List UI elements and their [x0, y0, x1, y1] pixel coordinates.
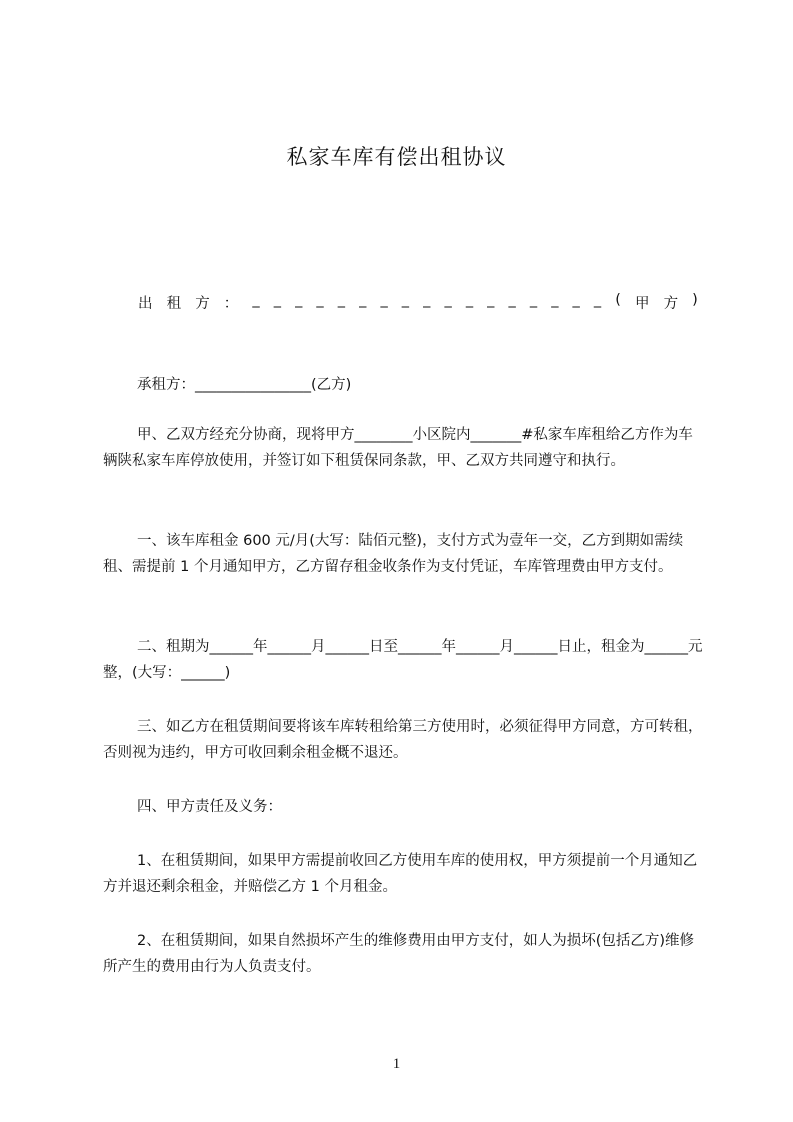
- lessor-line-char: _: [316, 292, 324, 308]
- clause-1-rent: 一、该车库租金 600 元/月(大写：陆佰元整)，支付方式为壹年一交，乙方到期如需续租、需提前 1 个月通知甲方，乙方留存租金收条作为支付凭证，车库管理费由甲方支付。: [103, 533, 684, 575]
- lessor-line-char: _: [487, 292, 495, 308]
- lessor-line-char: _: [551, 292, 559, 308]
- lessor-line-char: _: [380, 292, 388, 308]
- intro-paragraph: 甲、乙双方经充分协商，现将甲方________小区院内_______#私家车库租给乙方作为车辆陕私家车库停放使用，并签订如下租赁保同条款，甲、乙双方共同遵守和执行。: [103, 427, 693, 469]
- lessor-line-char: _: [252, 292, 260, 308]
- clause-4-item-1: 1、在租赁期间，如果甲方需提前收回乙方使用车库的使用权，甲方须提前一个月通知乙方并退还剩余租金，并赔偿乙方 1 个月租金。: [103, 853, 698, 895]
- clause-3-sublease: 三、如乙方在租赁期间要将该车库转租给第三方使用时，必须征得甲方同意，方可转租，否则视为违约，甲方可收回剩余租金概不退还。: [103, 719, 703, 761]
- lessor-line-char: _: [529, 292, 538, 308]
- clause-4-item-2: 2、在租赁期间，如果自然损坏产生的维修费用由甲方支付，如人为损坏(包括乙方)维修所产生的费用由行为人负责支付。: [103, 933, 695, 975]
- document-title: 私家车库有偿出租协议: [286, 145, 507, 169]
- lessor-line-char: _: [572, 292, 580, 308]
- lessor-line-char: _: [593, 292, 602, 308]
- lessor-line-char: ): [692, 292, 698, 308]
- lessor-line-char: _: [423, 292, 431, 308]
- lessor-line-char: _: [273, 292, 281, 308]
- lessor-line-char: 租: [166, 296, 182, 312]
- lessor-line-char: _: [401, 292, 410, 308]
- lessor-line-char: _: [295, 292, 303, 308]
- lessor-line-char: 出: [138, 296, 153, 312]
- lessor-line-char: 方: [663, 296, 679, 312]
- clause-4-heading: 四、甲方责任及义务：: [137, 799, 282, 815]
- lessor-line-char: _: [337, 292, 345, 308]
- lessor-line-char: _: [508, 292, 516, 308]
- page-number: 1: [392, 1056, 401, 1072]
- lessor-line-char: _: [359, 292, 367, 308]
- lessor-line-char: 甲: [634, 296, 650, 312]
- lessor-line-char: (: [615, 292, 621, 308]
- lessor-line: [138, 292, 698, 313]
- lessee-line: 承租方：________________(乙方): [137, 377, 352, 393]
- clause-2-term: 二、租期为______年______月______日至______年______月______日止，租金为______元整，(大写：______): [103, 639, 703, 681]
- lessor-line-char: 方: [195, 296, 210, 312]
- lessor-line-char: _: [444, 292, 452, 308]
- lessor-line-char: _: [465, 292, 474, 308]
- lessor-line-char: ：: [223, 296, 239, 312]
